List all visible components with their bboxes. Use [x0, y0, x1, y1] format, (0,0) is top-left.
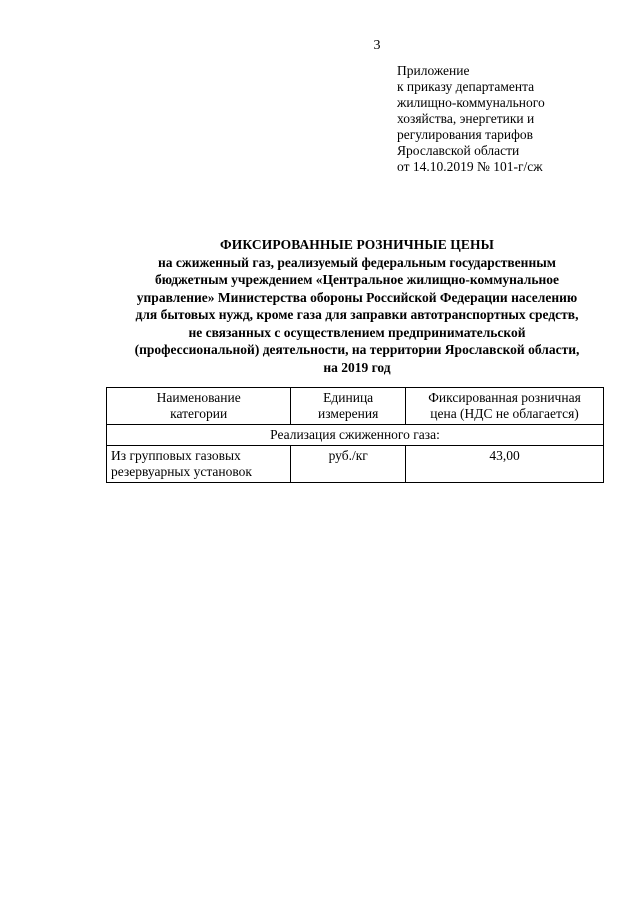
header-text: Наименование	[156, 390, 241, 405]
title-line: на 2019 год	[323, 359, 391, 375]
appendix-line: регулирования тарифов	[397, 127, 534, 142]
appendix-block	[397, 63, 545, 175]
table-header-row	[107, 388, 604, 425]
header-text: Фиксированная розничная	[428, 390, 581, 405]
table-section-row	[107, 425, 604, 446]
header-text: измерения	[318, 406, 379, 421]
category-text: резервуарных установок	[111, 464, 252, 479]
header-category	[107, 388, 291, 425]
cell-price: 43,00	[406, 446, 604, 483]
appendix-line: Ярославской области	[397, 143, 520, 158]
appendix-line: жилищно-коммунального	[397, 95, 545, 110]
appendix-line: от 14.10.2019 № 101-г/сж	[397, 159, 543, 174]
appendix-line: Приложение	[397, 63, 470, 78]
document-title	[100, 236, 614, 376]
cell-category	[107, 446, 291, 483]
price-table	[106, 387, 604, 483]
page-number: 3	[373, 38, 381, 53]
cell-unit: руб./кг	[291, 446, 406, 483]
title-line: на сжиженный газ, реализуемый федеральным государственным	[158, 254, 556, 270]
title-main: ФИКСИРОВАННЫЕ РОЗНИЧНЫЕ ЦЕНЫ	[220, 237, 494, 252]
header-text: категории	[170, 406, 228, 421]
title-line: (профессиональной) деятельности, на территории Ярославской области,	[134, 342, 580, 357]
title-line: для бытовых нужд, кроме газа для заправки автотранспортных средств,	[135, 307, 579, 322]
appendix-line: к приказу департамента	[397, 79, 535, 94]
title-line: бюджетным учреждением «Центральное жилищно-коммунальное	[154, 272, 560, 287]
header-text: Единица	[323, 390, 374, 405]
header-unit	[291, 388, 406, 425]
title-line: не связанных с осуществлением предпринимательской	[188, 324, 526, 340]
table-row	[107, 446, 604, 483]
header-price	[406, 388, 604, 425]
category-text: Из групповых газовых	[111, 448, 241, 463]
section-label: Реализация сжиженного газа:	[107, 425, 604, 446]
header-text: цена (НДС не облагается)	[430, 406, 579, 421]
title-line: управление» Министерства обороны Российской Федерации населению	[136, 289, 578, 305]
appendix-line: хозяйства, энергетики и	[397, 111, 535, 126]
